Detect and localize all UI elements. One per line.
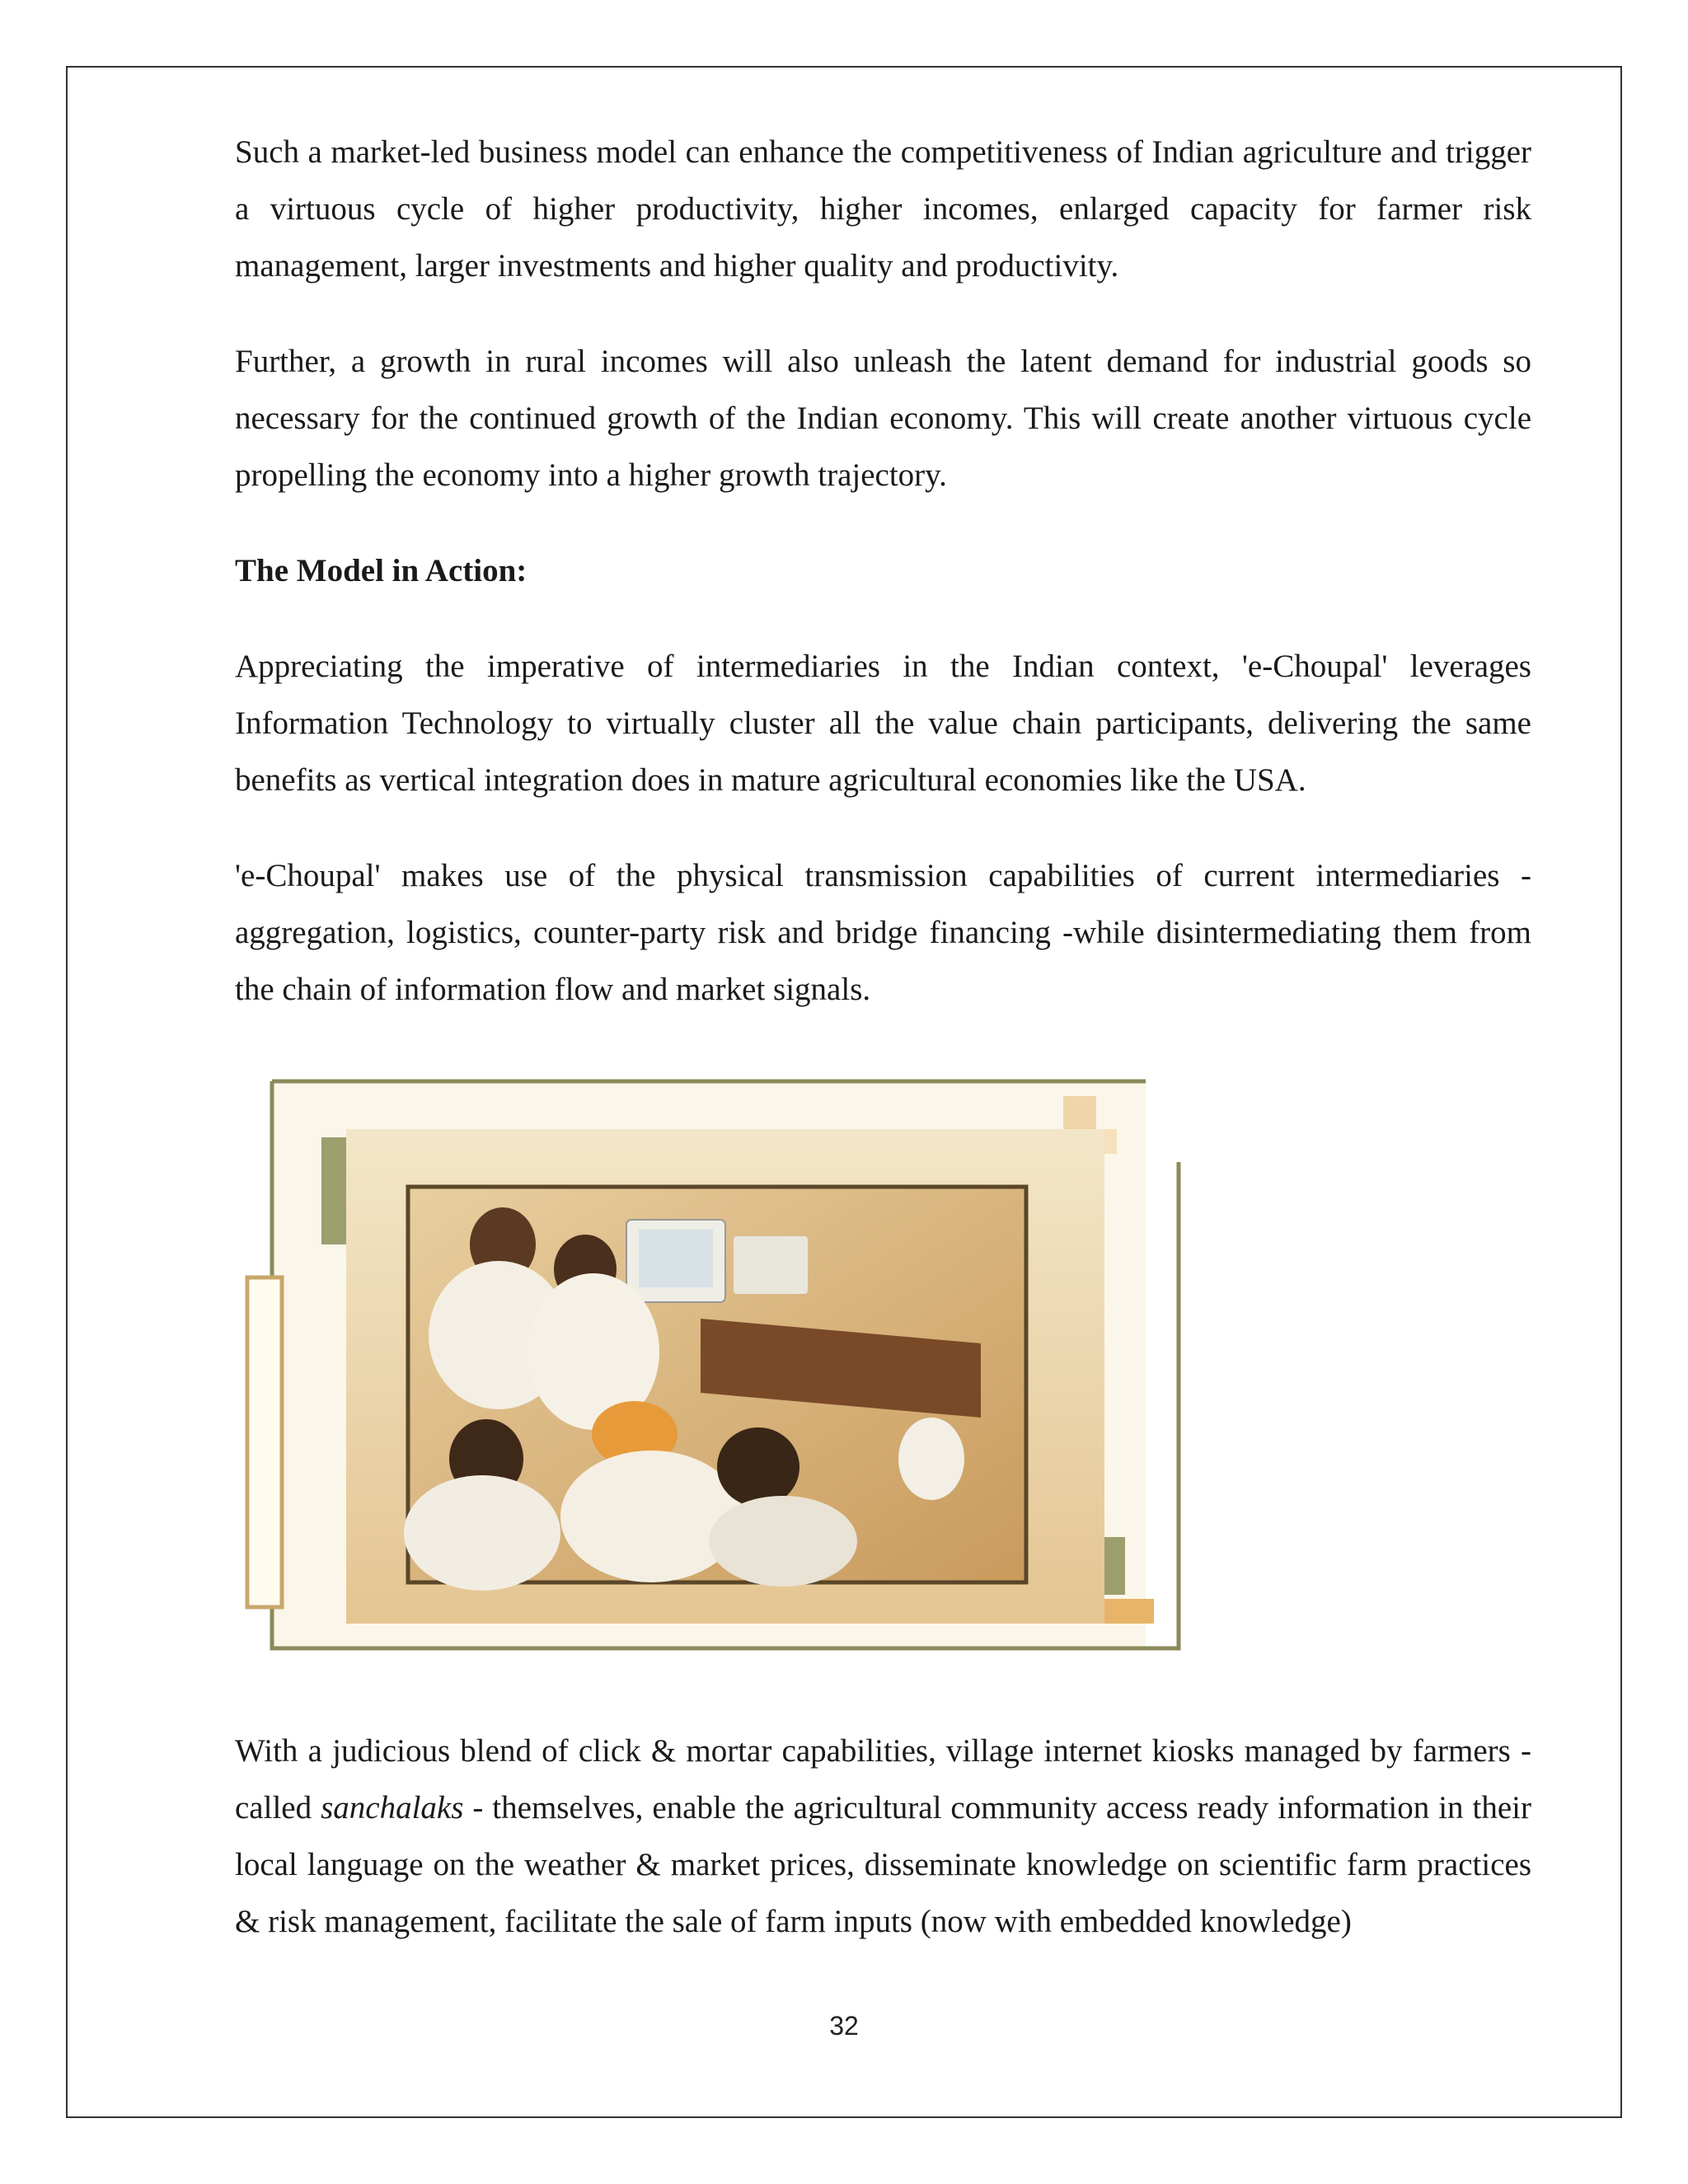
paragraph-market-model: Such a market-led business model can enhance the competitiveness of Indian agriculture and trigger a virtuous cycle of higher productivity, higher incomes, enlarged capacity for farmer risk management, larger investments and higher quality and productivity. <box>235 134 1531 284</box>
paragraph-rural-incomes: Further, a growth in rural incomes will also unleash the latent demand for industrial goods so necessary for the continued growth of the Indian economy. This will create another virtuous cycle propelling the economy into a higher growth trajectory. <box>235 344 1531 493</box>
tan-square-top <box>1063 1096 1096 1129</box>
monitor-screen <box>639 1230 713 1287</box>
sanchalaks-term: sanchalaks <box>321 1790 464 1825</box>
kiosks-text-start: With a judicious blend of click & mortar capabilities, village internet kiosks managed by farmers - called <box>235 1733 1531 1825</box>
paragraph-echoupal: 'e-Choupal' makes use of the physical transmission capabilities of current intermediaries - aggregation, logistics, counter-party risk and bridge financing -while disintermediating them from the chain of information flow and market signals. <box>235 858 1531 1007</box>
paragraph-intermediaries: Appreciating the imperative of intermediaries in the Indian context, 'e-Choupal' leverages Information Technology to virtually cluster all the value chain participants, delivering the same benefits as vertical integration does in mature agricultural economies like the USA. <box>235 649 1531 798</box>
kiosks-text-end: - themselves, enable the agricultural community access ready information in their local language on the weather & market prices, disseminate knowledge on scientific farm practices & risk management, facilitate the sale of farm inputs (now with embedded knowledge) <box>235 1790 1531 1939</box>
page-number: 32 <box>829 2011 859 2041</box>
cpu-box <box>734 1236 808 1294</box>
left-decorative-bar <box>247 1277 282 1607</box>
body-text-continued <box>235 1722 1531 1950</box>
body-text <box>235 124 1531 1018</box>
orange-square <box>1104 1599 1154 1624</box>
section-heading: The Model in Action: <box>235 553 528 588</box>
echoupal-photo-figure <box>239 1071 1187 1665</box>
paragraph-kiosks <box>235 1722 1531 1950</box>
photo-illustration <box>239 1071 1187 1665</box>
